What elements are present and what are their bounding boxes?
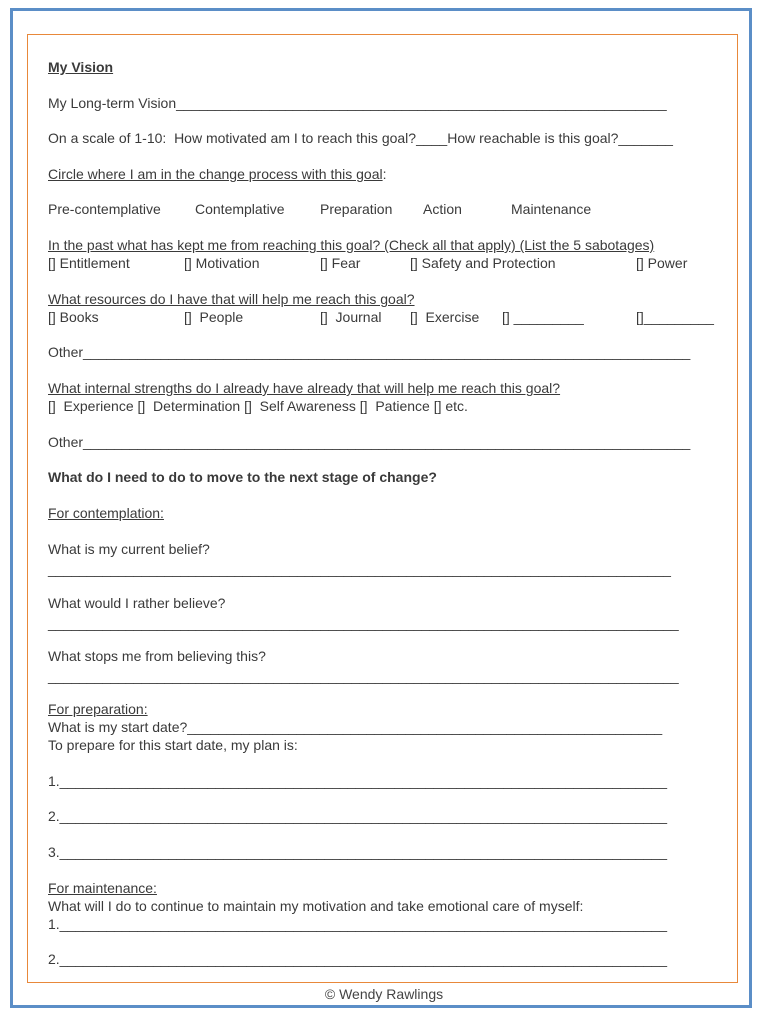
for-maintenance-heading: For maintenance: (48, 880, 157, 896)
stage-contemplative: Contemplative (195, 201, 285, 217)
page-title: My Vision (48, 59, 114, 75)
scale-question: On a scale of 1-10: How motivated am I to reach this goal?____How reachable is this goal?_______ (48, 130, 673, 146)
sabotage-entitlement: [] Entitlement (48, 255, 130, 271)
sabotage-motivation: [] Motivation (184, 255, 260, 271)
circle-instruction-text: Circle where I am in the change process with this goal (48, 166, 383, 182)
current-belief-question: What is my current belief? (48, 541, 210, 557)
stage-action: Action (423, 201, 462, 217)
plan-line-3: 3.______________________________________________________________________________ (48, 844, 667, 860)
plan-line-2: 2.______________________________________________________________________________ (48, 808, 667, 824)
circle-instruction-colon: : (382, 166, 387, 182)
maintenance-line-2: 2.______________________________________________________________________________ (48, 951, 667, 967)
stage-preparation: Preparation (320, 201, 393, 217)
strengths-options: [] Experience [] Determination [] Self Awareness [] Patience [] etc. (48, 398, 468, 414)
sabotage-fear: [] Fear (320, 255, 361, 271)
plan-line-1: 1.______________________________________________________________________________ (48, 773, 667, 789)
sabotage-safety: [] Safety and Protection (410, 255, 556, 271)
for-contemplation-heading: For contemplation: (48, 505, 164, 521)
maintenance-line-1: 1.______________________________________________________________________________ (48, 916, 667, 932)
rather-believe-question: What would I rather believe? (48, 595, 226, 611)
past-question: In the past what has kept me from reaching this goal? (Check all that apply) (List the 5 sabotages) (48, 237, 655, 253)
stage-maintenance: Maintenance (511, 201, 592, 217)
resources-question: What resources do I have that will help me reach this goal? (48, 291, 415, 307)
resource-books: [] Books (48, 309, 99, 325)
sabotage-power: [] Power (636, 255, 688, 271)
for-preparation-heading: For preparation: (48, 701, 148, 717)
footer-copyright: © Wendy Rawlings (324, 986, 444, 1002)
resource-blank-1: [] _________ (502, 309, 584, 325)
long-term-vision-line: My Long-term Vision_______________________________________________________________ (48, 95, 667, 111)
start-date-line: What is my start date?_____________________________________________________________ (48, 719, 663, 735)
rather-believe-line: _________________________________________________________________________________ (48, 615, 679, 631)
stage-precontemplative: Pre-contemplative (48, 201, 161, 217)
stops-me-line: _________________________________________________________________________________ (48, 668, 679, 684)
resource-exercise: [] Exercise (410, 309, 480, 325)
next-stage-heading: What do I need to do to move to the next stage of change? (48, 469, 437, 485)
resource-blank-2: []_________ (636, 309, 714, 325)
stops-me-question: What stops me from believing this? (48, 648, 266, 664)
current-belief-line: ________________________________________________________________________________ (48, 561, 671, 577)
resource-journal: [] Journal (320, 309, 382, 325)
circle-instruction (48, 166, 387, 182)
other-line-2: Other______________________________________________________________________________ (48, 434, 691, 450)
prepare-plan-text: To prepare for this start date, my plan is: (48, 737, 298, 753)
other-line-1: Other______________________________________________________________________________ (48, 344, 691, 360)
maintain-question: What will I do to continue to maintain my motivation and take emotional care of myself: (48, 898, 584, 914)
resource-people: [] People (184, 309, 244, 325)
strengths-question: What internal strengths do I already have already that will help me reach this goal? (48, 380, 561, 396)
